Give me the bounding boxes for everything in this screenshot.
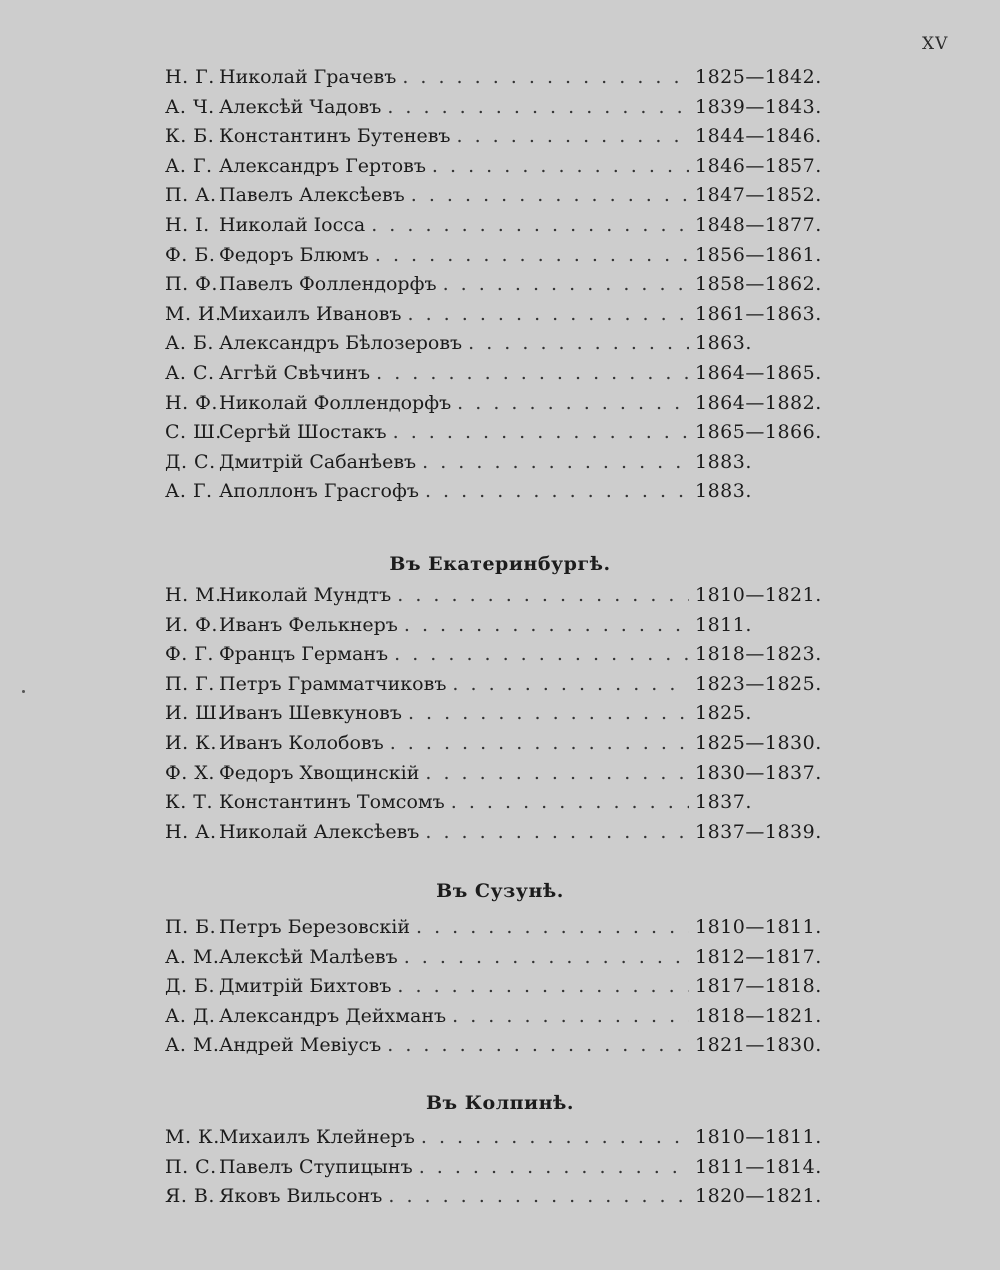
dot-leader	[425, 762, 689, 784]
entry-initials: Н. Г.	[165, 66, 215, 88]
list-item	[165, 732, 835, 762]
list-item	[165, 184, 835, 214]
dot-leader	[452, 1005, 689, 1027]
entry-name: Петръ Березовскій	[219, 916, 410, 938]
entry-years: 1864—1882.	[695, 391, 822, 414]
entry-name: Андрей Мевіусъ	[219, 1034, 382, 1057]
entry-initials: М. К.	[165, 1126, 220, 1148]
list-item	[165, 480, 835, 510]
entry-initials: П. Г.	[165, 672, 215, 695]
entry-initials: Н. І.	[165, 213, 210, 236]
entry-years: 1818—1821.	[695, 1004, 822, 1027]
entry-name: Павелъ Фоллендорфъ	[219, 273, 437, 296]
list-item	[165, 214, 835, 244]
list-item	[165, 451, 835, 481]
entry-years: 1844—1846.	[695, 125, 822, 148]
entry-years: 1830—1837.	[695, 761, 822, 784]
entry-years: 1837.	[695, 791, 752, 814]
entry-years: 1848—1877.	[695, 213, 822, 236]
entry-name: Дмитрій Бихтовъ	[219, 975, 392, 998]
entry-name: Николай Іосса	[219, 213, 366, 236]
dot-leader	[388, 1185, 689, 1207]
entry-years: 1821—1830.	[695, 1034, 822, 1057]
entry-years: 1812—1817.	[695, 945, 822, 968]
dot-leader	[425, 821, 689, 843]
list-item	[165, 643, 835, 673]
entry-years: 1863.	[695, 332, 752, 355]
entry-initials: А. Г.	[165, 154, 213, 177]
entry-name: Сергѣй Шостакъ	[219, 421, 387, 444]
entry-name: Павелъ Алексѣевъ	[219, 184, 405, 207]
entry-name: Иванъ Шевкуновъ	[219, 702, 402, 725]
entry-years: 1864—1865.	[695, 361, 822, 384]
entry-name: Александръ Бѣлозеровъ	[219, 332, 463, 355]
entry-years: 1825—1842.	[695, 66, 822, 88]
entry-years: 1861—1863.	[695, 302, 822, 325]
list-item	[165, 362, 835, 392]
entry-initials: А. М.	[165, 1034, 220, 1057]
list-item	[165, 1034, 835, 1064]
list-item	[165, 1185, 835, 1215]
entry-initials: А. Д.	[165, 1004, 216, 1027]
entry-name: Константинъ Бутеневъ	[219, 125, 451, 148]
dot-leader	[408, 702, 689, 724]
list-item	[165, 244, 835, 274]
entry-years: 1810—1821.	[695, 584, 822, 606]
entry-years: 1883.	[695, 480, 752, 503]
dot-leader	[390, 732, 689, 754]
entry-years: 1846—1857.	[695, 154, 822, 177]
dot-leader	[404, 614, 689, 636]
entry-initials: П. Б.	[165, 916, 217, 938]
list-item	[165, 392, 835, 422]
entry-initials: К. Т.	[165, 791, 213, 814]
dot-leader	[443, 273, 689, 295]
entry-initials: Н. А.	[165, 820, 217, 843]
entry-initials: Я. В.	[165, 1185, 215, 1208]
entry-initials: П. Ф.	[165, 273, 218, 296]
dot-leader	[411, 184, 689, 206]
entry-initials: А. С.	[165, 361, 215, 384]
section-list	[165, 66, 835, 510]
entry-initials: Д. С.	[165, 450, 216, 473]
entry-name: Францъ Германъ	[219, 643, 389, 666]
dot-leader	[416, 916, 689, 938]
entry-name: Дмитрій Сабанѣевъ	[219, 450, 417, 473]
entry-name: Алексѣй Чадовъ	[219, 95, 382, 118]
entry-initials: Ф. Г.	[165, 643, 214, 666]
entry-name: Федоръ Блюмъ	[219, 243, 369, 266]
dot-leader	[393, 421, 689, 443]
dot-leader	[387, 1034, 689, 1056]
entry-years: 1865—1866.	[695, 421, 822, 444]
list-item	[165, 1005, 835, 1035]
entry-name: Михаилъ Клейнеръ	[219, 1126, 415, 1148]
entry-initials: И. Ф.	[165, 613, 218, 636]
dot-leader	[376, 362, 689, 384]
entry-name: Иванъ Фелькнеръ	[219, 613, 398, 636]
entry-name: Павелъ Ступицынъ	[219, 1155, 413, 1178]
entry-years: 1817—1818.	[695, 975, 822, 998]
list-item	[165, 332, 835, 362]
list-item	[165, 1126, 835, 1156]
dot-leader	[397, 975, 689, 997]
entry-initials: Д. Б.	[165, 975, 216, 998]
entry-years: 1856—1861.	[695, 243, 822, 266]
list-item	[165, 303, 835, 333]
dot-leader	[408, 303, 689, 325]
entry-years: 1811—1814.	[695, 1155, 822, 1178]
entry-years: 1858—1862.	[695, 273, 822, 296]
entry-initials: Н. М.	[165, 584, 222, 606]
list-item	[165, 946, 835, 976]
entry-name: Иванъ Колобовъ	[219, 731, 384, 754]
entry-name: Константинъ Томсомъ	[219, 791, 445, 814]
entry-name: Яковъ Вильсонъ	[219, 1185, 383, 1208]
ink-speck	[22, 690, 25, 693]
section-heading: Въ Сузунѣ.	[436, 880, 564, 902]
entry-years: 1839—1843.	[695, 95, 822, 118]
entry-initials: И. Ш.	[165, 702, 224, 725]
list-item	[165, 916, 835, 946]
list-item	[165, 125, 835, 155]
entry-name: Николай Фоллендорфъ	[219, 391, 452, 414]
list-item	[165, 821, 835, 851]
dot-leader	[371, 214, 689, 236]
entry-initials: А. Ч.	[165, 95, 215, 118]
dot-leader	[421, 1126, 689, 1148]
dot-leader	[402, 66, 689, 88]
entry-name: Аполлонъ Грасгофъ	[219, 480, 419, 503]
dot-leader	[468, 332, 689, 354]
entry-years: 1847—1852.	[695, 184, 822, 207]
entry-years: 1823—1825.	[695, 672, 822, 695]
list-item	[165, 584, 835, 614]
entry-name: Михаилъ Ивановъ	[219, 302, 402, 325]
section-heading: Въ Екатеринбургѣ.	[389, 553, 611, 575]
entry-name: Александръ Гертовъ	[219, 154, 426, 177]
list-item	[165, 1156, 835, 1186]
entry-initials: П. С.	[165, 1155, 217, 1178]
entry-initials: Н. Ф.	[165, 391, 218, 414]
entry-initials: И. К.	[165, 731, 217, 754]
entry-name: Аггѣй Свѣчинъ	[219, 361, 371, 384]
entry-years: 1810—1811.	[695, 916, 822, 938]
entry-initials: Ф. Б.	[165, 243, 216, 266]
entry-name: Петръ Грамматчиковъ	[219, 672, 447, 695]
entry-years: 1883.	[695, 450, 752, 473]
list-item	[165, 155, 835, 185]
dot-leader	[419, 1156, 689, 1178]
list-item	[165, 96, 835, 126]
entry-initials: П. А.	[165, 184, 217, 207]
dot-leader	[397, 584, 689, 606]
entry-initials: Ф. Х.	[165, 761, 215, 784]
entry-name: Федоръ Хвощинскій	[219, 761, 420, 784]
dot-leader	[425, 480, 689, 502]
entry-name: Алексѣй Малѣевъ	[219, 945, 398, 968]
list-item	[165, 975, 835, 1005]
list-item	[165, 66, 835, 96]
entry-name: Николай Алексѣевъ	[219, 820, 420, 843]
entry-initials: А. Б.	[165, 332, 214, 355]
entry-initials: К. Б.	[165, 125, 215, 148]
section-list	[165, 584, 835, 850]
entry-years: 1825.	[695, 702, 752, 725]
list-item	[165, 762, 835, 792]
entry-years: 1818—1823.	[695, 643, 822, 666]
entry-initials: А. Г.	[165, 480, 213, 503]
dot-leader	[394, 643, 689, 665]
list-item	[165, 273, 835, 303]
list-item	[165, 791, 835, 821]
dot-leader	[404, 946, 689, 968]
entry-years: 1811.	[695, 613, 752, 636]
section-list	[165, 1126, 835, 1215]
dot-leader	[457, 392, 689, 414]
entry-name: Николай Грачевъ	[219, 66, 397, 88]
dot-leader	[451, 791, 689, 813]
entry-initials: С. Ш.	[165, 421, 222, 444]
entry-years: 1825—1830.	[695, 731, 822, 754]
list-item	[165, 673, 835, 703]
dot-leader	[387, 96, 689, 118]
dot-leader	[375, 244, 689, 266]
entry-years: 1810—1811.	[695, 1126, 822, 1148]
dot-leader	[432, 155, 689, 177]
dot-leader	[457, 125, 689, 147]
list-item	[165, 614, 835, 644]
dot-leader	[422, 451, 689, 473]
section-heading: Въ Колпинѣ.	[426, 1092, 574, 1114]
entry-years: 1820—1821.	[695, 1185, 822, 1208]
entry-name: Николай Мундтъ	[219, 584, 392, 606]
entry-initials: М. И.	[165, 302, 222, 325]
dot-leader	[452, 673, 689, 695]
page-number: XV	[922, 34, 949, 54]
list-item	[165, 421, 835, 451]
entry-initials: А. М.	[165, 945, 220, 968]
entry-name: Александръ Дейхманъ	[219, 1004, 447, 1027]
entry-years: 1837—1839.	[695, 820, 822, 843]
list-item	[165, 702, 835, 732]
section-list	[165, 916, 835, 1064]
